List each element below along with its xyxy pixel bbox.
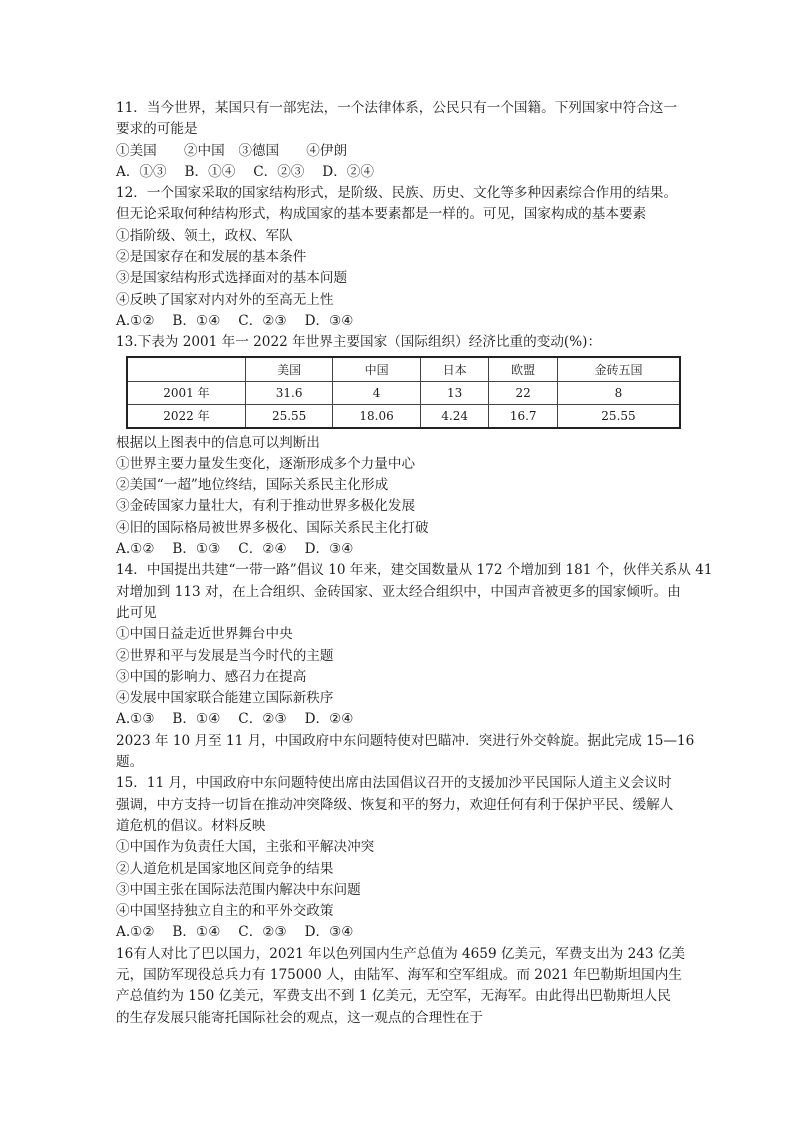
- text-line: 对增加到 113 对，在上合组织、金砖国家、亚太经合组织中，中国声音被更多的国家倾听。由: [116, 583, 681, 600]
- questions-13-16: [116, 433, 713, 1029]
- table-cell: 25.55: [245, 404, 332, 428]
- text-line: ④中国坚持独立自主的和平外交政策: [116, 903, 334, 920]
- text-line: 产总值约为 150 亿美元，军费支出不到 1 亿美元，无空军，无海军。由此得出巴勒斯坦人民: [116, 988, 671, 1005]
- text-line: ①中国日益走近世界舞台中央: [116, 626, 293, 643]
- text-line: ①世界主要力量发生变化，逐渐形成多个力量中心: [116, 455, 416, 472]
- text-line: ③中国主张在国际法范围内解决中东问题: [116, 881, 361, 898]
- text-line: ④发展中国家联合能建立国际新秩序: [116, 690, 334, 707]
- table-row: [127, 404, 680, 428]
- text-line: 16有人对比了巴以国力，2021 年以色列国内生产总值为 4659 亿美元，军费支出为 243 亿美: [116, 945, 686, 962]
- text-line: 13.下表为 2001 年一 2022 年世界主要国家（国际组织）经济比重的变动(%)：: [116, 334, 602, 351]
- table-header-cell: 日本: [420, 357, 489, 382]
- text-line: 的生存发展只能寄托国际社会的观点，这一观点的合理性在于: [116, 1009, 484, 1026]
- table-header-cell: [127, 357, 245, 382]
- text-line: 但无论采取何种结构形式，构成国家的基本要素都是一样的。可见，国家构成的基本要素: [116, 206, 647, 223]
- text-line: A.①② B．①④ C．②③ D．③④: [116, 924, 354, 941]
- table-cell: 13: [420, 381, 489, 404]
- text-line: 14．中国提出共建“一带一路”倡议 10 年来，建交国数量从 172 个增加到 181 个，伙伴关系从 41: [116, 562, 713, 579]
- text-line: ④旧的国际格局被世界多极化、国际关系民主化打破: [116, 519, 429, 536]
- text-line: ①中国作为负责任大国，主张和平解决冲突: [116, 839, 375, 856]
- table-header-cell: 金砖五国: [557, 357, 680, 382]
- text-line: ③金砖国家力量壮大，有利于推动世界多极化发展: [116, 498, 416, 515]
- questions-11-13: [116, 98, 684, 354]
- text-line: 道危机的倡议。材料反映: [116, 817, 266, 834]
- text-line: ③中国的影响力、感召力在提高: [116, 668, 307, 685]
- table-cell: 4.24: [420, 404, 489, 428]
- table-cell: 18.06: [333, 404, 420, 428]
- text-line: 2023 年 10 月至 11 月，中国政府中东问题特使对巴瞄冲．突进行外交斡旋。据此完成 15—16: [116, 732, 695, 749]
- text-line: ②美国“一超”地位终结，国际关系民主化形成: [116, 477, 389, 494]
- text-line: 根据以上图表中的信息可以判断出: [116, 434, 320, 451]
- table-header-cell: 美国: [245, 357, 332, 382]
- text-line: 强调，中方支持一切旨在推动冲突降级、恢复和平的努力，欢迎任何有利于保护平民、缓解人: [116, 796, 674, 813]
- text-line: 元，国防军现役总兵力有 175000 人，由陆军、海军和空军组成。而 2021 年巴勒斯坦国内生: [116, 966, 682, 983]
- text-line: 15．11 月，中国政府中东问题特使出席由法国倡议召开的支援加沙平民国际人道主义会议时: [116, 775, 672, 792]
- text-line: A.①② B．①④ C．②③ D．③④: [116, 312, 354, 329]
- text-line: ①指阶级、领土，政权、军队: [116, 227, 293, 244]
- table-cell: 16.7: [489, 404, 558, 428]
- exam-page: [116, 98, 713, 1029]
- table-header-cell: 中国: [333, 357, 420, 382]
- text-line: ③是国家结构形式选择面对的基本问题: [116, 270, 348, 287]
- text-line: ②人道危机是国家地区间竞争的结果: [116, 860, 334, 877]
- text-line: 11．当今世界，某国只有一部宪法，一个法律体系，公民只有一个国籍。下列国家中符合这一: [116, 100, 678, 116]
- text-line: A.①③ B．①④ C．②③ D．②④: [116, 711, 354, 728]
- text-line: ①美国 ②中国 ③德国 ④伊朗: [116, 142, 348, 159]
- table-cell: 25.55: [557, 404, 680, 428]
- table-row: [127, 381, 680, 404]
- table-header-row: [127, 357, 680, 382]
- table-cell: 22: [489, 381, 558, 404]
- economy-share-table: [126, 356, 681, 429]
- table-cell: 4: [333, 381, 420, 404]
- text-line: 要求的可能是: [116, 121, 198, 138]
- text-line: 12．一个国家采取的国家结构形式，是阶级、民族、历史、文化等多种因素综合作用的结果。: [116, 185, 678, 202]
- text-line: A．①③ B．①④ C．②③ D．②④: [116, 163, 374, 180]
- text-line: ②是国家存在和发展的基本条件: [116, 249, 307, 266]
- text-line: ②世界和平与发展是当今时代的主题: [116, 647, 334, 664]
- table-cell: 2022 年: [127, 404, 245, 428]
- table-cell: 8: [557, 381, 680, 404]
- table-header-cell: 欧盟: [489, 357, 558, 382]
- text-line: A.①② B．①③ C．②④ D．③④: [116, 541, 354, 558]
- text-line: ④反映了国家对内对外的至高无上性: [116, 291, 334, 308]
- table-cell: 31.6: [245, 381, 332, 404]
- text-line: 此可见: [116, 604, 157, 621]
- table-cell: 2001 年: [127, 381, 245, 404]
- text-line: 题。: [116, 754, 144, 771]
